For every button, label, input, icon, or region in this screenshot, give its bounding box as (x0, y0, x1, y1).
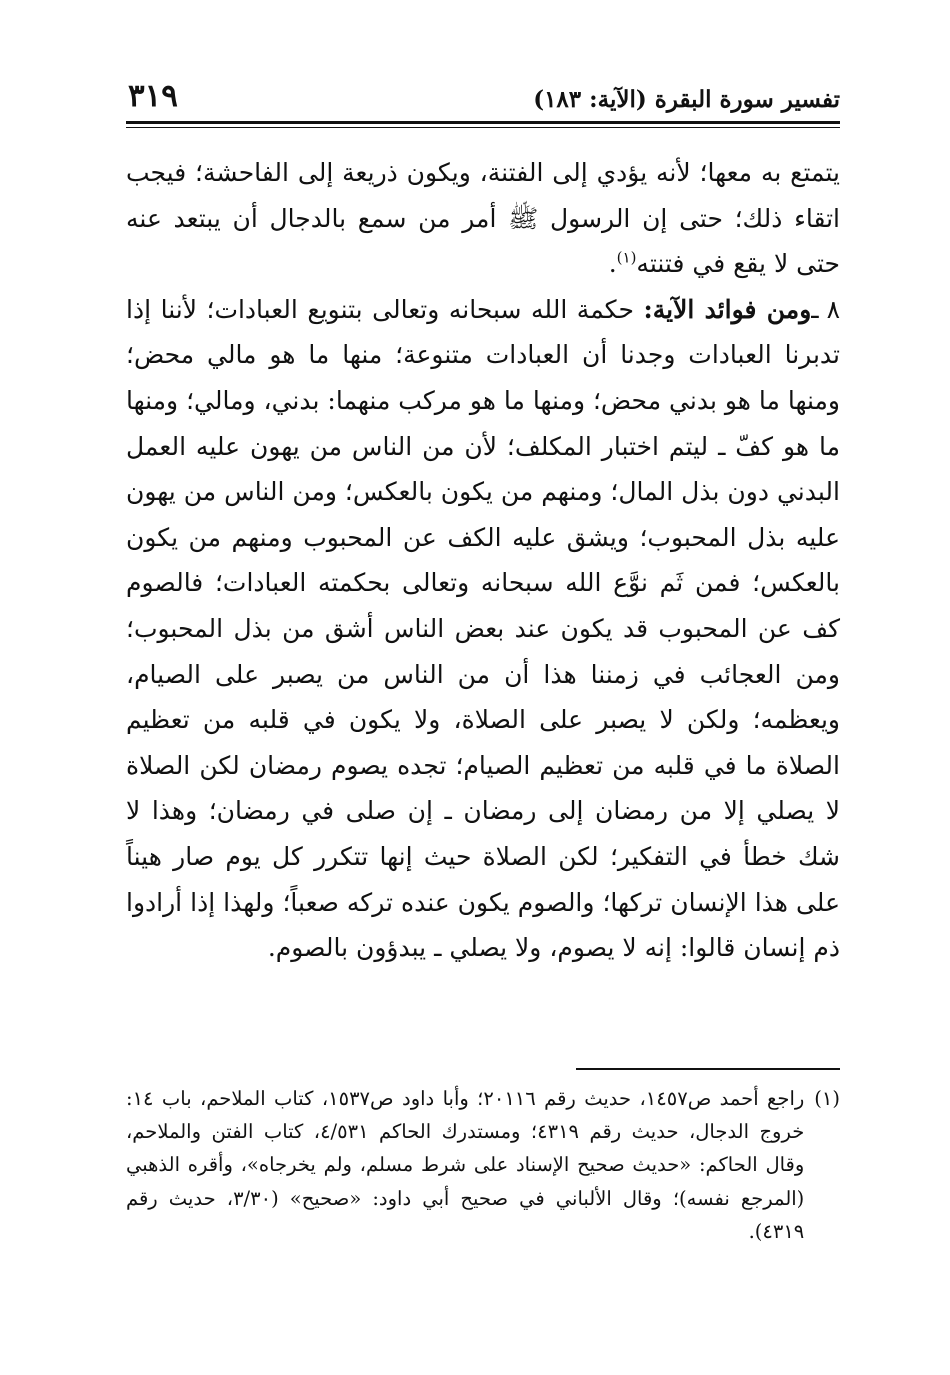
page-header (126, 76, 840, 126)
running-title: تفسير سورة البقرة (الآية: ١٨٣) (533, 86, 840, 113)
footnote-text: راجع أحمد ص١٤٥٧، حديث رقم ٢٠١١٦؛ وأبا داود ص١٥٣٧، كتاب الملاحم، باب ١٤: خروج الدجال، حديث رقم ٤٣١٩؛ ومستدرك الحاكم ٤/٥٣١، كتاب الفتن والملاحم، وقال الحاكم: «حديث صحيح الإسناد على شرط مسلم، ولم يخرجاه»، وأقره الذهبي (المرجع نفسه)؛ وقال الألباني في صحيح أبي داود: «صحيح» (٣/٣٠، حديث رقم ٤٣١٩). (126, 1087, 805, 1243)
paragraph-2-number: ٨ ـ (811, 294, 840, 324)
footnotes (126, 1082, 840, 1248)
header-rule (126, 121, 840, 124)
page-number: ٣١٩ (128, 78, 178, 114)
paragraph-1 (126, 150, 840, 287)
paragraph-2 (126, 287, 840, 971)
footnote-reference[interactable]: (١) (616, 248, 637, 267)
footnote-number: (١) (814, 1087, 840, 1110)
paragraph-2-text: حكمة الله سبحانه وتعالى بتنويع العبادات؛ لأننا إذا تدبرنا العبادات وجدنا أن العبادات متنوعة؛ منها ما هو مالي محض؛ ومنها ما هو بدني محض؛ ومنها ما هو مركب منهما: بدني، ومالي؛ ومنها ما هو كفّ ـ ليتم اختبار المكلف؛ لأن من الناس من يهون عليه العمل البدني دون بذل المال؛ ومنهم من يكون بالعكس؛ ومن الناس من يهون عليه بذل المحبوب؛ ويشق عليه الكف عن المحبوب ومنهم من يكون بالعكس؛ فمن ثَم نوَّع الله سبحانه وتعالى بحكمته العبادات؛ فالصوم كف عن المحبوب قد يكون عند بعض الناس أشق من بذل المحبوب؛ ومن العجائب في زمننا هذا أن من الناس من يصبر على الصيام، ويعظمه؛ ولكن لا يصبر على الصلاة، ولا يكون في قلبه من تعظيم الصلاة ما في قلبه من تعظيم الصيام؛ تجده يصوم رمضان لكن الصلاة لا يصلي إلا من رمضان إلى رمضان ـ إن صلى في رمضان؛ وهذا لا شك خطأ في التفكير؛ لكن الصلاة حيث إنها تتكرر كل يوم صار هيناً على هذا الإنسان تركها؛ والصوم يكون عنده تركه صعباً؛ ولهذا إذا أرادوا ذم إنسان قالوا: إنه لا يصوم، ولا يصلي ـ يبدؤون بالصوم. (125, 294, 840, 963)
header-rule-thin (126, 127, 840, 128)
paragraph-2-lead: ومن فوائد الآية: (643, 294, 812, 324)
paragraph-1-end: . (608, 249, 617, 279)
main-text (126, 150, 840, 971)
footnote-separator (576, 1068, 840, 1070)
paragraph-1-text: يتمتع به معها؛ لأنه يؤدي إلى الفتنة، ويكون ذريعة إلى الفاحشة؛ فيجب اتقاء ذلك؛ حتى إن الرسول ﷺ أمر من سمع بالدجال أن يبتعد عنه حتى لا يقع في فتنته (126, 158, 840, 279)
footnote-1 (126, 1082, 840, 1248)
